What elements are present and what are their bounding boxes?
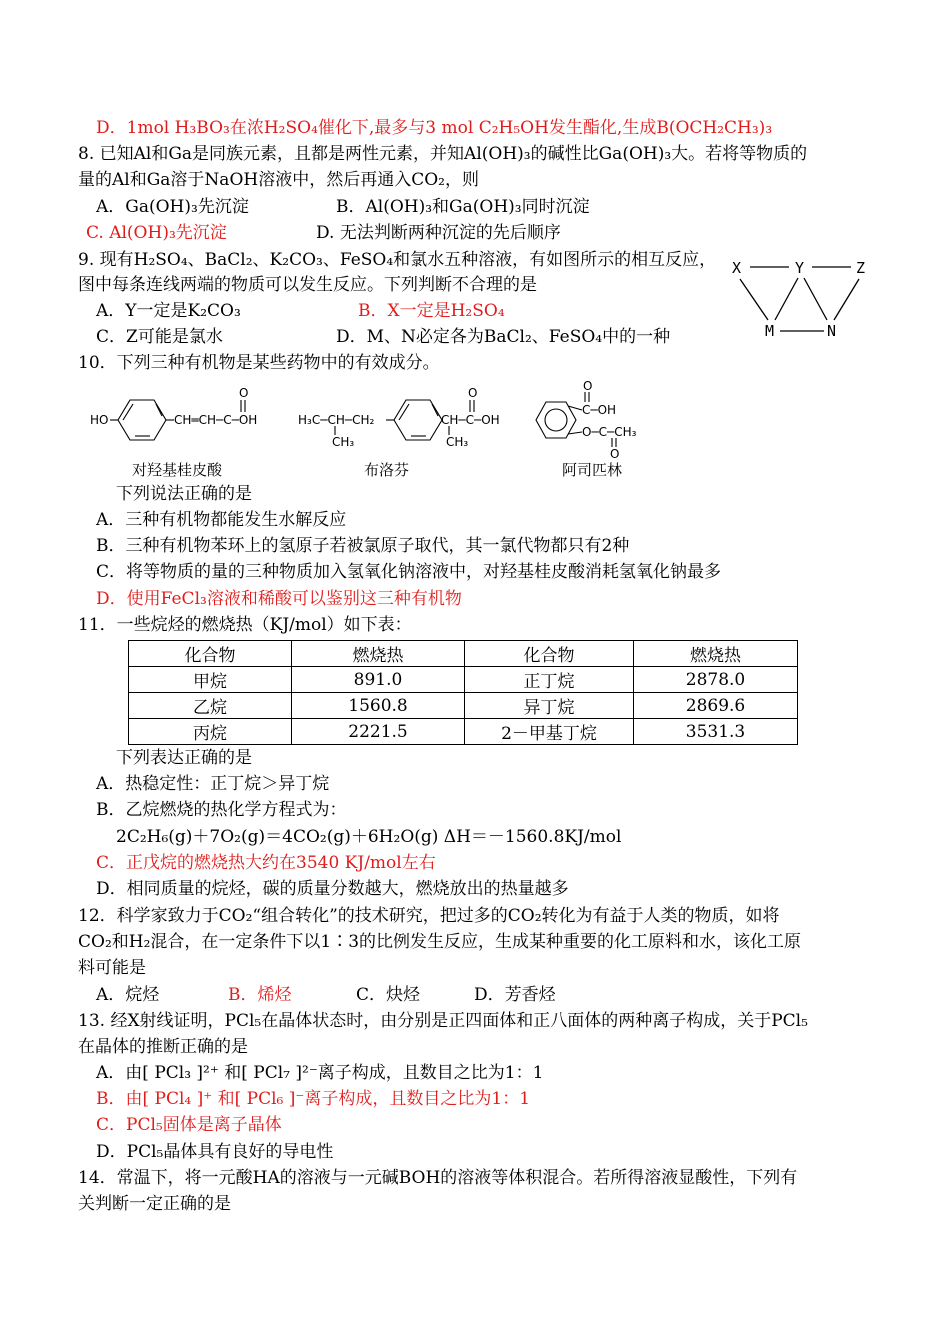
- table-header: 化合物: [465, 641, 634, 667]
- link-z-n: [834, 279, 859, 320]
- q13-stem-line2: 在晶体的推断正确的是: [78, 1037, 248, 1057]
- q10-stem: 10．下列三种有机物是某些药物中的有效成分。: [78, 353, 440, 373]
- q12-option-b: B．烯烃: [228, 985, 292, 1005]
- q8-stem-line2: 量的Al和Ga溶于NaOH溶液中，然后再通入CO₂，则: [78, 170, 479, 190]
- q8-stem-line1: 8. 已知Al和Ga是同族元素，且都是两性元素，并知Al(OH)₃的碱性比Ga(OH)₃大。若将等物质的: [78, 144, 808, 164]
- table-header: 燃烧热: [292, 641, 465, 667]
- table-row: [129, 693, 798, 719]
- q12-options-row: [96, 983, 896, 1007]
- q13-option-c: C．PCl₅固体是离子晶体: [96, 1115, 282, 1135]
- q13-option-b: B．由[ PCl₄ ]⁺ 和[ PCl₆ ]⁻离子构成，且数目之比为1：1: [96, 1089, 531, 1109]
- q13-stem-line1: 13. 经X射线证明，PCl₅在晶体状态时，由分别是正四面体和正八面体的两种离子构成，关于PCl₅: [78, 1011, 808, 1031]
- q10-option-c: C．将等物质的量的三种物质加入氢氧化钠溶液中，对羟基桂皮酸消耗氢氧化钠最多: [96, 562, 722, 582]
- caption-aspirin: 阿司匹林: [562, 461, 623, 479]
- q14-stem-line2: 关判断一定正确的是: [78, 1194, 231, 1214]
- struct2-left-chain: H₃C─CH─CH₂: [298, 413, 375, 427]
- struct1-ho: HO: [90, 413, 109, 427]
- q12-option-d: D．芳香烃: [474, 985, 556, 1005]
- q12-stem-line1: 12．科学家致力于CO₂“组合转化”的技术研究，把过多的CO₂转化为有益于人类的物质，如将: [78, 906, 780, 926]
- struct2-carbonyl-o: O: [468, 386, 478, 400]
- q12-option-a: A．烷烃: [96, 985, 160, 1005]
- table-cell: 891.0: [292, 667, 465, 693]
- q8-option-d: D. 无法判断两种沉淀的先后顺序: [316, 223, 561, 243]
- table-cell: 2878.0: [634, 667, 798, 693]
- caption-hydroxycinnamic-acid: 对羟基桂皮酸: [132, 461, 223, 479]
- table-cell: 1560.8: [292, 693, 465, 719]
- q11-option-b: B．乙烷燃烧的热化学方程式为：: [96, 800, 347, 820]
- q13-option-a: A．由[ PCl₃ ]²⁺ 和[ PCl₇ ]²⁻离子构成，且数目之比为1：1: [96, 1063, 544, 1083]
- q11-option-c: C．正戊烷的燃烧热大约在3540 KJ/mol左右: [96, 853, 436, 873]
- table-cell: 2221.5: [292, 719, 465, 745]
- struct2-ch3-right: CH₃: [446, 435, 469, 449]
- table-cell: 2869.6: [634, 693, 798, 719]
- table-header-row: [129, 641, 798, 667]
- table-header: 化合物: [129, 641, 292, 667]
- struct1-carbonyl-o: O: [239, 386, 249, 400]
- diagram-node-m: M: [765, 322, 775, 340]
- diagram-node-n: N: [827, 322, 837, 340]
- q7-option-d: D．1mol H₃BO₃在浓H₂SO₄催化下,最多与3 mol C₂H₅OH发生酯化,生成B(OCH₂CH₃)₃: [96, 118, 773, 138]
- q10-option-a: A．三种有机物都能发生水解反应: [96, 510, 347, 530]
- table-cell: 2－甲基丁烷: [465, 719, 634, 745]
- table-cell: 甲烷: [129, 667, 292, 693]
- struct1-chain: CH═CH─C─OH: [174, 413, 258, 427]
- table-cell: 乙烷: [129, 693, 292, 719]
- q11-option-a: A．热稳定性：正丁烷＞异丁烷: [96, 774, 330, 794]
- q10-option-b: B．三种有机物苯环上的氢原子若被氯原子取代，其一氯代物都只有2种: [96, 536, 630, 556]
- table-cell: 丙烷: [129, 719, 292, 745]
- q9-option-a: A．Y一定是K₂CO₃: [96, 301, 241, 321]
- q8-option-c: C. Al(OH)₃先沉淀: [86, 223, 227, 243]
- table-cell: 3531.3: [634, 719, 798, 745]
- q10-option-d: D．使用FeCl₃溶液和稀酸可以鉴别这三种有机物: [96, 589, 462, 609]
- table-cell: 异丁烷: [465, 693, 634, 719]
- table-row: [129, 667, 798, 693]
- q9-stem-line2: 图中每条连线两端的物质可以发生反应。下列判断不合理的是: [78, 275, 537, 295]
- structure-aspirin: [528, 378, 663, 458]
- q9-option-d: D．M、N必定各为BaCl₂、FeSO₄中的一种: [336, 327, 671, 347]
- q10-lead: 下列说法正确的是: [116, 484, 252, 504]
- q11-lead: 下列表达正确的是: [116, 748, 252, 768]
- q9-option-c: C．Z可能是氯水: [96, 327, 223, 347]
- q12-stem-line2: CO₂和H₂混合，在一定条件下以1∶3的比例发生反应，生成某种重要的化工原料和水，该化工原: [78, 932, 802, 952]
- table-row: [129, 719, 798, 745]
- struct2-ch3-left: CH₃: [332, 435, 355, 449]
- caption-ibuprofen: 布洛芬: [364, 461, 410, 479]
- link-y-n: [804, 278, 827, 320]
- combustion-heat-table: [128, 640, 798, 745]
- struct2-right-chain: CH─C─OH: [441, 413, 500, 427]
- q9-option-b: B．X一定是H₂SO₄: [358, 301, 505, 321]
- struct3-cooh: C─OH: [582, 403, 617, 417]
- q8-options-row2: [86, 221, 886, 245]
- struct3-carbonyl-o1: O: [583, 379, 593, 393]
- q12-option-c: C．炔烃: [356, 985, 421, 1005]
- diagram-node-y: Y: [795, 259, 805, 277]
- q8-options-row1: [96, 195, 896, 219]
- q13-option-d: D．PCl₅晶体具有良好的导电性: [96, 1142, 334, 1162]
- structure-ibuprofen: [296, 384, 511, 459]
- q11-option-d: D．相同质量的烷烃，碳的质量分数越大，燃烧放出的热量越多: [96, 879, 569, 899]
- q12-stem-line3: 料可能是: [78, 958, 146, 978]
- reaction-diagram: [728, 254, 878, 344]
- structure-hydroxycinnamic-acid: [88, 384, 288, 459]
- diagram-node-x: X: [732, 259, 742, 277]
- q8-option-a: A．Ga(OH)₃先沉淀: [96, 197, 249, 217]
- q14-stem-line1: 14．常温下，将一元酸HA的溶液与一元碱BOH的溶液等体积混合。若所得溶液显酸性，下列有: [78, 1168, 798, 1188]
- q8-option-b: B．Al(OH)₃和Ga(OH)₃同时沉淀: [336, 197, 590, 217]
- struct3-carbonyl-o2: O: [610, 447, 620, 458]
- link-x-m: [740, 279, 768, 320]
- q11-stem: 11．一些烷烃的燃烧热（KJ/mol）如下表：: [78, 615, 412, 635]
- q9-stem-line1: 9. 现有H₂SO₄、BaCl₂、K₂CO₃、FeSO₄和氯水五种溶液，有如图所示的相互反应，: [78, 250, 717, 270]
- link-y-m: [775, 278, 798, 320]
- diagram-node-z: Z: [856, 259, 866, 277]
- table-header: 燃烧热: [634, 641, 798, 667]
- table-cell: 正丁烷: [465, 667, 634, 693]
- struct3-ester: O─C─CH₃: [582, 425, 637, 439]
- q11-equation: 2C₂H₆(g)＋7O₂(g)＝4CO₂(g)＋6H₂O(g) ΔH＝－1560.8KJ/mol: [116, 827, 622, 847]
